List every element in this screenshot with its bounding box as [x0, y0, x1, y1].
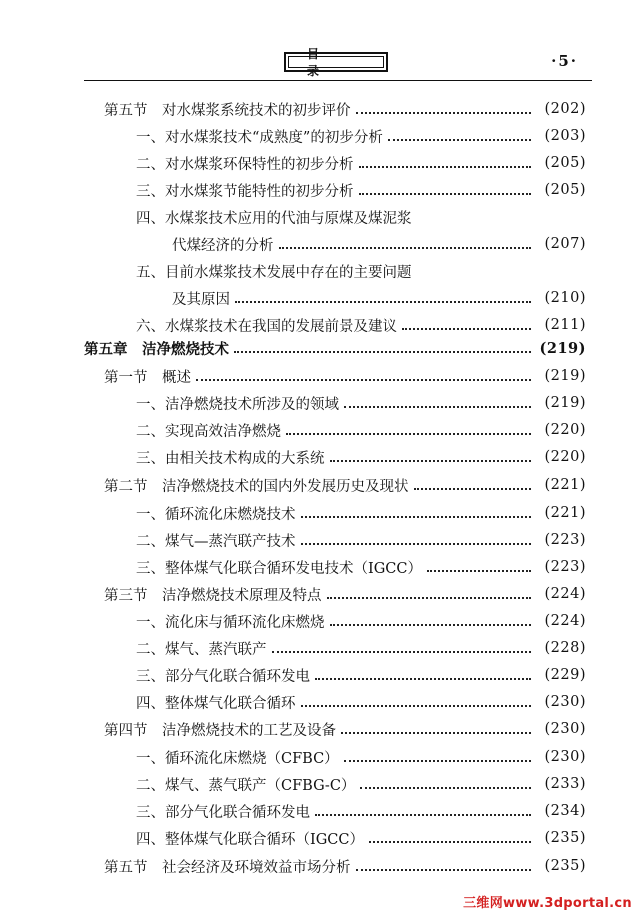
toc-entry-label: 第四节 洁净燃烧技术的工艺及设备 — [104, 722, 336, 739]
toc-entry-page: (205) — [544, 182, 586, 198]
toc-entry-label: 第二节 洁净燃烧技术的国内外发展历史及现状 — [104, 478, 409, 495]
toc-entry-page: (207) — [544, 236, 586, 252]
toc-entry-label: 第五节 社会经济及环境效益市场分析 — [104, 859, 351, 876]
dot-leader — [235, 301, 531, 303]
toc-entry — [136, 314, 586, 336]
dot-leader — [369, 841, 531, 843]
toc-entry-label: 二、煤气—蒸汽联产技术 — [136, 533, 296, 550]
toc-entry-page: (230) — [544, 749, 586, 765]
dot-leader — [359, 193, 532, 195]
toc-entry — [104, 98, 586, 120]
dot-leader — [330, 460, 532, 462]
toc-entry — [136, 556, 586, 578]
toc-entry-label: 五、目前水煤浆技术发展中存在的主要问题 — [136, 264, 412, 281]
toc-entry-label: 代煤经济的分析 — [172, 237, 274, 254]
header-title: 目 录 — [288, 56, 384, 68]
toc-entry-label: 一、对水煤浆技术“成熟度”的初步分析 — [136, 129, 383, 146]
dot-leader — [279, 247, 532, 249]
page-number: ·5· — [551, 52, 578, 70]
toc-entry-label: 第五节 对水煤浆系统技术的初步评价 — [104, 102, 351, 119]
dot-leader — [301, 543, 532, 545]
toc-entry-page: (211) — [544, 317, 586, 333]
toc-entry-label: 一、循环流化床燃烧技术 — [136, 506, 296, 523]
toc-entry-page: (224) — [544, 613, 586, 629]
dot-leader — [330, 624, 532, 626]
dot-leader — [356, 112, 532, 114]
dot-leader — [414, 488, 532, 490]
toc-entry — [104, 855, 586, 877]
toc-entry-page: (230) — [544, 721, 586, 737]
toc-entry — [104, 718, 586, 740]
dot-leader — [427, 570, 531, 572]
toc-entry — [104, 583, 586, 605]
toc-entry — [136, 206, 556, 228]
toc-entry-page: (228) — [544, 640, 586, 656]
toc-entry — [172, 233, 586, 255]
toc-entry-page: (202) — [544, 101, 586, 117]
toc-entry — [136, 746, 586, 768]
toc-entry-page: (235) — [544, 858, 586, 874]
toc-entry — [104, 365, 586, 387]
toc-entry — [136, 610, 586, 632]
toc-entry — [136, 827, 586, 849]
toc-entry-page: (210) — [544, 290, 586, 306]
toc-entry — [136, 800, 586, 822]
toc-entry-label: 四、整体煤气化联合循环（IGCC） — [136, 831, 364, 848]
toc-entry — [136, 773, 586, 795]
header-title-box — [284, 47, 388, 78]
toc-entry — [172, 287, 586, 309]
toc-entry-page: (224) — [544, 586, 586, 602]
dot-leader — [344, 760, 531, 762]
dot-leader — [315, 678, 531, 680]
toc-entry-label: 四、水煤浆技术应用的代油与原煤及煤泥浆 — [136, 210, 412, 227]
toc-entry-label: 二、实现高效洁净燃烧 — [136, 423, 281, 440]
toc-entry — [136, 260, 556, 282]
toc-entry — [136, 637, 586, 659]
watermark: 三维网www.3dportal.cn — [463, 896, 632, 911]
dot-leader — [301, 516, 532, 518]
toc-entry — [136, 446, 586, 468]
dot-leader — [286, 433, 531, 435]
toc-entry-page: (223) — [544, 532, 586, 548]
toc-entry-page: (221) — [544, 505, 586, 521]
toc-entry-page: (220) — [544, 422, 586, 438]
dot-leader — [301, 705, 532, 707]
toc-entry-page: (219) — [544, 395, 586, 411]
toc-entry — [136, 419, 586, 441]
dot-leader — [356, 869, 532, 871]
toc-entry-page: (229) — [544, 667, 586, 683]
toc-entry-page: (223) — [544, 559, 586, 575]
toc-entry-label: 第一节 概述 — [104, 369, 191, 386]
toc-entry-page: (220) — [544, 449, 586, 465]
toc-entry — [136, 152, 586, 174]
toc-entry-page: (233) — [544, 776, 586, 792]
toc-entry-label: 三、对水煤浆节能特性的初步分析 — [136, 183, 354, 200]
toc-entry-page: (221) — [544, 477, 586, 493]
dot-leader — [359, 166, 532, 168]
dot-leader — [341, 732, 531, 734]
dot-leader — [360, 787, 531, 789]
toc-entry-label: 第五章 洁净燃烧技术 — [84, 340, 229, 358]
toc-entry — [136, 179, 586, 201]
dot-leader — [388, 139, 531, 141]
toc-entry-page: (205) — [544, 155, 586, 171]
dot-leader — [402, 328, 531, 330]
toc-entry-label: 三、由相关技术构成的大系统 — [136, 450, 325, 467]
toc-entry-label: 三、部分气化联合循环发电 — [136, 668, 310, 685]
toc-entry-label: 一、循环流化床燃烧（CFBC） — [136, 750, 339, 767]
toc-entry-label: 二、煤气、蒸气联产（CFBG-C） — [136, 777, 356, 794]
toc-entry — [136, 392, 586, 414]
toc-entry-page: (203) — [544, 128, 586, 144]
dot-leader — [272, 651, 532, 653]
toc-entry-label: 及其原因 — [172, 291, 230, 308]
toc-entry-label: 一、洁净燃烧技术所涉及的领域 — [136, 396, 339, 413]
toc-entry-label: 三、整体煤气化联合循环发电技术（IGCC） — [136, 560, 422, 577]
toc-entry — [136, 502, 586, 524]
dot-leader — [315, 814, 531, 816]
toc-entry-label: 第三节 洁净燃烧技术原理及特点 — [104, 587, 322, 604]
dot-leader — [327, 597, 532, 599]
toc-entry-page: (219) — [539, 339, 586, 357]
toc-entry-label: 三、部分气化联合循环发电 — [136, 804, 310, 821]
dot-leader — [234, 351, 531, 353]
toc-entry — [136, 664, 586, 686]
toc-entry — [104, 474, 586, 496]
toc-entry — [136, 691, 586, 713]
toc-entry-page: (219) — [544, 368, 586, 384]
toc-entry — [84, 337, 586, 359]
toc-entry-label: 六、水煤浆技术在我国的发展前景及建议 — [136, 318, 397, 335]
toc-entry — [136, 529, 586, 551]
dot-leader — [196, 379, 531, 381]
header-rule — [84, 80, 592, 81]
toc-entry-page: (230) — [544, 694, 586, 710]
toc-entry-label: 二、煤气、蒸汽联产 — [136, 641, 267, 658]
dot-leader — [344, 406, 531, 408]
toc-entry — [136, 125, 586, 147]
toc-entry-label: 一、流化床与循环流化床燃烧 — [136, 614, 325, 631]
toc-entry-label: 四、整体煤气化联合循环 — [136, 695, 296, 712]
toc-entry-label: 二、对水煤浆环保特性的初步分析 — [136, 156, 354, 173]
toc-entry-page: (235) — [544, 830, 586, 846]
toc-entry-page: (234) — [544, 803, 586, 819]
